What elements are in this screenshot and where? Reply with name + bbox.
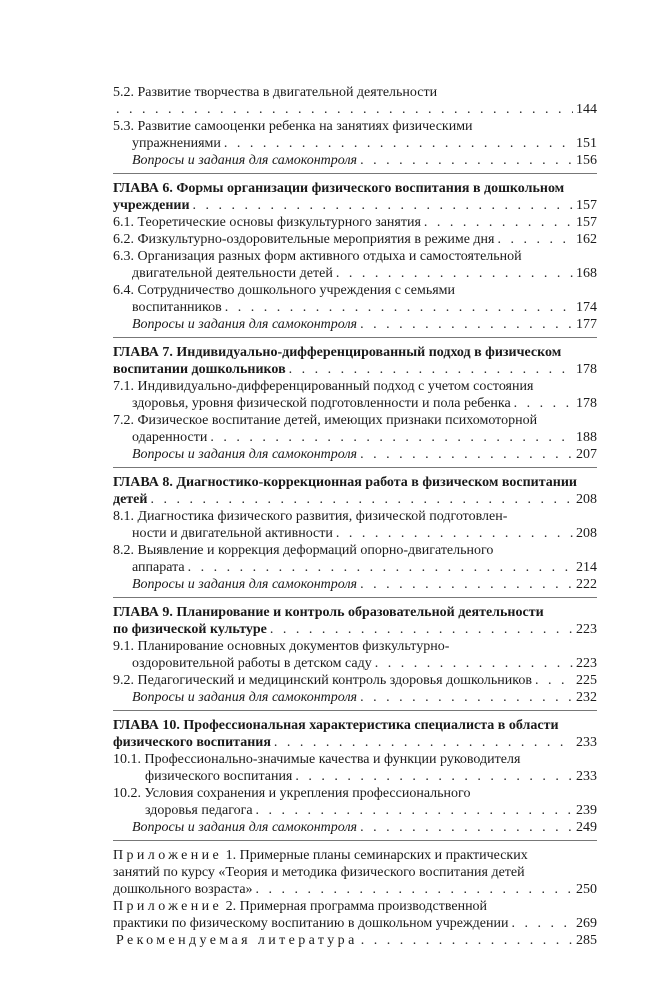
toc-entry [113,214,597,231]
section-divider [113,710,597,711]
toc-title: одаренности [132,430,208,445]
page-number: 208 [576,526,597,541]
toc-entry [113,672,597,689]
toc-entry [113,898,597,932]
toc-line [113,282,597,299]
toc-title: физического воспитания [145,769,293,784]
toc-title: 9.2. Педагогический и медицинский контроль здоровья дошкольников [113,673,532,688]
toc-leader-line [113,361,597,378]
dot-leader [188,559,573,576]
toc-entry [113,751,597,785]
toc-chapter [113,180,597,214]
toc-line [113,378,597,395]
page-number: 223 [576,622,597,637]
appendix-label: Приложение [113,848,223,863]
dot-leader [424,214,573,231]
toc-line [113,84,597,101]
toc-leader-line [113,197,597,214]
toc-title: Вопросы и задания для самоконтроля [132,317,358,332]
toc-title: практики по физическому воспитанию в дошкольном учреждении [113,916,509,931]
toc-line-text: 9.1. Планирование основных документов физкультурно- [113,639,450,654]
toc-line-text: занятий по курсу «Теория и методика физического воспитания детей [113,865,525,880]
page-number: 174 [576,300,597,315]
toc-leader-line [113,446,597,463]
dot-leader [150,491,573,508]
toc-leader-line [113,621,597,638]
toc-line [113,542,597,559]
page-number: 225 [576,673,597,688]
toc-leader-line [113,672,597,689]
toc-line [113,118,597,135]
toc-entry [113,378,597,412]
dot-leader [193,197,573,214]
toc-entry [113,508,597,542]
toc-title: физического воспитания [113,735,271,750]
toc-entry [113,542,597,576]
toc-leader-line [113,932,597,949]
toc-title: 6.1. Теоретические основы физкультурного занятия [113,215,421,230]
page-number: 177 [576,317,597,332]
toc-line-text: ГЛАВА 10. Профессиональная характеристика специалиста в области [113,718,559,733]
section-divider [113,467,597,468]
toc-title: Вопросы и задания для самоконтроля [132,577,358,592]
dot-leader [360,152,573,169]
toc-questions [113,316,597,333]
toc-line [113,717,597,734]
page-number: 157 [576,215,597,230]
toc-title: 6.2. Физкультурно-оздоровительные мероприятия в режиме дня [113,232,495,247]
toc-line-text: ГЛАВА 6. Формы организации физического воспитания в дошкольном [113,181,565,196]
page-number: 162 [576,232,597,247]
toc-line [113,638,597,655]
page-number: 207 [576,447,597,462]
section-divider [113,173,597,174]
dot-leader [116,101,573,118]
toc-line-text: 7.2. Физическое воспитание детей, имеющих признаки психомоторной [113,413,538,428]
toc-line [113,604,597,621]
dot-leader [270,621,573,638]
toc-leader-line [113,214,597,231]
dot-leader [360,446,573,463]
page-number: 178 [576,396,597,411]
toc-title: Вопросы и задания для самоконтроля [132,690,358,705]
toc-title: ности и двигательной активности [132,526,333,541]
section-divider [113,337,597,338]
toc-leader-line [113,768,597,785]
toc-leader-line [113,316,597,333]
page-number: 208 [576,492,597,507]
toc-leader-line [113,395,597,412]
toc-line-text: 10.1. Профессионально-значимые качества и функции руководителя [113,752,521,767]
page-number: 151 [576,136,597,151]
toc-leader-line [113,819,597,836]
toc-title: аппарата [132,560,185,575]
page-number: 249 [576,820,597,835]
toc-leader-line [113,525,597,542]
toc-chapter [113,344,597,378]
toc-entry [113,84,597,118]
page-number: 168 [576,266,597,281]
section-divider [113,840,597,841]
dot-leader [360,576,573,593]
toc-leader-line [113,734,597,751]
dot-leader [225,299,573,316]
page-number: 157 [576,198,597,213]
toc-leader-line [113,689,597,706]
toc-questions [113,819,597,836]
toc-chapter [113,604,597,638]
page-number: 233 [576,769,597,784]
page-number: 269 [576,916,597,931]
toc-entry [113,231,597,248]
toc-title: воспитанников [132,300,222,315]
toc-line [113,412,597,429]
toc-entry [113,118,597,152]
toc-title: здоровья педагога [145,803,253,818]
toc-title: дошкольного возраста» [113,882,253,897]
toc-leader-line [113,231,597,248]
dot-leader [224,135,573,152]
dot-leader [336,525,573,542]
page-number: 239 [576,803,597,818]
dot-leader [497,231,573,248]
dot-leader [274,734,573,751]
appendix-label: Приложение [113,899,223,914]
toc-leader-line [113,881,597,898]
toc-line-text: 5.2. Развитие творчества в двигательной деятельности [113,85,438,100]
toc-entry [113,412,597,446]
toc-entry [113,932,597,949]
toc-line [113,847,597,864]
toc-leader-line [113,429,597,446]
page-number: 232 [576,690,597,705]
toc-leader-line [113,915,597,932]
dot-leader [361,932,573,949]
toc-line-text: 5.3. Развитие самооценки ребенка на занятиях физическими [113,119,473,134]
toc-title: учреждении [113,198,190,213]
toc-title: детей [113,492,148,507]
page-number: 188 [576,430,597,445]
toc-line [113,180,597,197]
toc-entry [113,785,597,819]
toc-questions [113,446,597,463]
toc-line-text: 10.2. Условия сохранения и укрепления профессионального [113,786,471,801]
page-number: 214 [576,560,597,575]
toc-entry [113,248,597,282]
page-number: 178 [576,362,597,377]
page-number: 144 [576,102,597,117]
toc-entry [113,638,597,672]
toc-entry [113,282,597,316]
toc-line-text: 8.1. Диагностика физического развития, физической подготовлен- [113,509,508,524]
toc-leader-line [113,265,597,282]
toc-leader-line [113,101,597,118]
toc-line-text: ГЛАВА 9. Планирование и контроль образовательной деятельности [113,605,544,620]
toc-leader-line [113,655,597,672]
toc-line [113,785,597,802]
dot-leader [360,316,573,333]
dot-leader [360,689,573,706]
toc-entry [113,847,597,898]
page-number: 223 [576,656,597,671]
toc-leader-line [113,299,597,316]
toc-line [113,344,597,361]
toc-leader-line [113,152,597,169]
toc-line [113,898,597,915]
page-number: 156 [576,153,597,168]
toc-line [113,508,597,525]
toc-line [113,864,597,881]
page-number: 250 [576,882,597,897]
toc-line [113,474,597,491]
toc-title: двигательной деятельности детей [132,266,333,281]
toc-line-text: 6.4. Сотрудничество дошкольного учреждения с семьями [113,283,456,298]
toc-line-text: ГЛАВА 8. Диагностико-коррекционная работа в физическом воспитании [113,475,577,490]
toc-line-text: 7.1. Индивидуально-дифференцированный подход с учетом состояния [113,379,534,394]
toc-line-text: 8.2. Выявление и коррекция деформаций опорно-двигательного [113,543,494,558]
toc-questions [113,152,597,169]
dot-leader [336,265,573,282]
toc-title: Вопросы и задания для самоконтроля [132,820,358,835]
toc-title: Рекомендуемая литература [116,933,358,948]
section-divider [113,597,597,598]
toc-leader-line [113,559,597,576]
table-of-contents [113,84,597,949]
toc-chapter [113,717,597,751]
toc-line-text: 1. Примерные планы семинарских и практических [222,848,528,863]
toc-title: воспитании дошкольников [113,362,286,377]
page-number: 233 [576,735,597,750]
dot-leader [514,395,573,412]
toc-title: оздоровительной работы в детском саду [132,656,372,671]
toc-questions [113,689,597,706]
toc-questions [113,576,597,593]
dot-leader [535,672,573,689]
dot-leader [256,881,573,898]
toc-line-text: 6.3. Организация разных форм активного отдыха и самостоятельной [113,249,522,264]
toc-chapter [113,474,597,508]
toc-leader-line [113,491,597,508]
page-number: 222 [576,577,597,592]
page-number: 285 [576,933,597,948]
dot-leader [210,429,573,446]
toc-leader-line [113,802,597,819]
toc-title: Вопросы и задания для самоконтроля [132,153,358,168]
toc-title: здоровья, уровня физической подготовленности и пола ребенка [132,396,511,411]
toc-line [113,751,597,768]
dot-leader [511,915,573,932]
dot-leader [295,768,573,785]
toc-leader-line [113,135,597,152]
dot-leader [289,361,573,378]
toc-line [113,248,597,265]
dot-leader [360,819,573,836]
toc-title: по физической культуре [113,622,267,637]
toc-leader-line [113,576,597,593]
dot-leader [375,655,573,672]
toc-line-text: 2. Примерная программа производственной [222,899,488,914]
toc-title: упражнениями [132,136,221,151]
toc-line-text: ГЛАВА 7. Индивидуально-дифференцированный подход в физическом [113,345,562,360]
dot-leader [256,802,573,819]
toc-title: Вопросы и задания для самоконтроля [132,447,358,462]
